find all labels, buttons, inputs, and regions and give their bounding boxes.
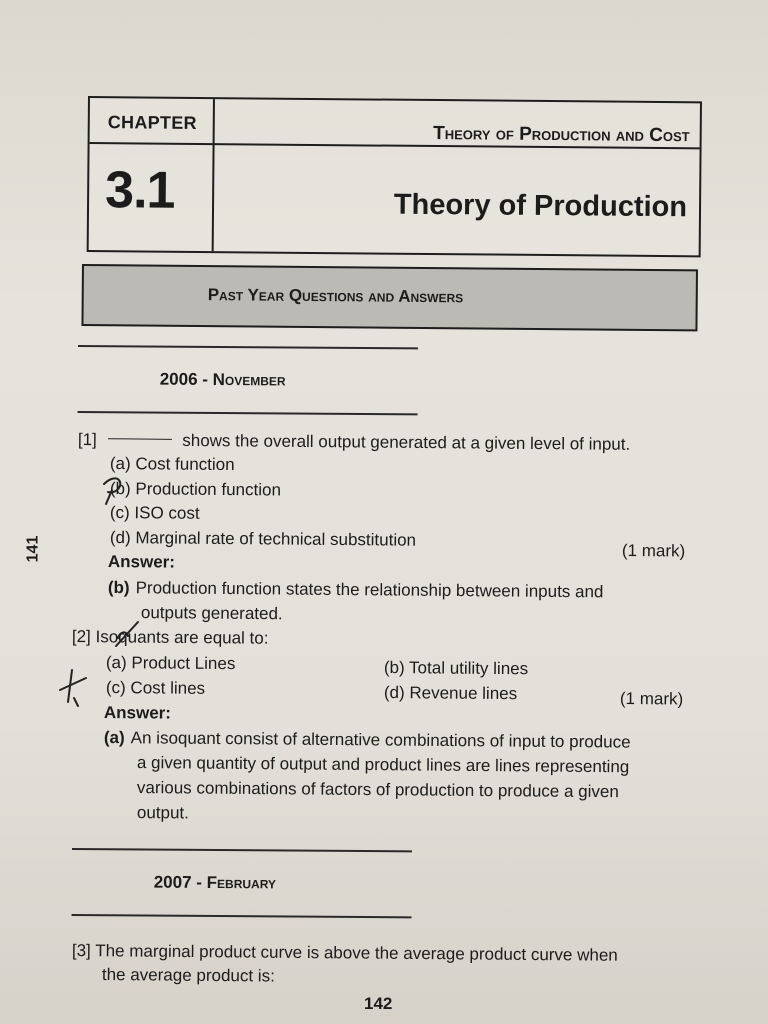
section-rule (72, 914, 412, 918)
question-2 (72, 627, 269, 649)
header-divider-vertical (212, 99, 215, 251)
question-number: [3] (71, 941, 91, 961)
answer-line: various combinations of factors of production to produce a given (136, 778, 619, 802)
answer-letter: (a) (103, 728, 125, 748)
question-number: [1] (77, 430, 97, 450)
answer-letter: (b) (107, 578, 130, 598)
option: (c) Cost lines (105, 678, 206, 698)
section-rule (78, 345, 418, 349)
past-questions-banner (81, 264, 698, 331)
answer-text (104, 728, 631, 753)
section-title: Theory of Production and Cost (433, 123, 690, 147)
marks-label: (1 mark) (621, 541, 686, 561)
pen-cross-mark (60, 670, 86, 706)
question-3 (72, 941, 618, 966)
option: (d) Marginal rate of technical substitution (109, 528, 417, 550)
question-text: Isoquants are equal to: (95, 627, 269, 648)
question-text-line: the average product is: (101, 965, 275, 986)
option: (b) Production function (109, 479, 282, 500)
section-heading: 2006 - November (159, 369, 286, 390)
option: (b) Total utility lines (383, 658, 529, 679)
question-number: [2] (71, 627, 91, 647)
question-text: The marginal product curve is above the average product curve when (95, 941, 618, 965)
side-page-number: 141 (24, 535, 42, 563)
fill-in-blank (108, 438, 172, 440)
section-heading-block (72, 848, 412, 918)
answer-line: outputs generated. (140, 603, 283, 624)
option: (a) Cost function (109, 454, 235, 475)
question-text: shows the overall output generated at a given level of input. (182, 430, 631, 454)
section-heading: 2007 - February (153, 872, 277, 893)
section-rule (72, 848, 412, 852)
chapter-number: 3.1 (104, 161, 175, 220)
answer-line: An isoquant consist of alternative combinations of input to produce (130, 728, 631, 752)
chapter-title: Theory of Production (393, 188, 688, 224)
chapter-label: CHAPTER (107, 112, 197, 133)
answer-label: Answer: (103, 703, 172, 723)
marks-label: (1 mark) (619, 689, 684, 709)
question-1 (78, 430, 630, 455)
banner-title: Past Year Questions and Answers (207, 285, 464, 307)
option: (d) Revenue lines (383, 683, 518, 704)
option: (c) ISO cost (109, 503, 200, 523)
answer-label: Answer: (107, 552, 176, 572)
option: (a) Product Lines (105, 653, 236, 674)
answer-line: a given quantity of output and product lines are lines representing (136, 753, 630, 777)
section-rule (78, 411, 418, 415)
answer-line: Production function states the relationship between inputs and (135, 578, 604, 602)
chapter-header (87, 96, 702, 257)
answer-text (108, 578, 604, 602)
section-heading-block (78, 345, 418, 415)
page-number: 142 (364, 994, 393, 1013)
answer-line: output. (136, 803, 189, 823)
